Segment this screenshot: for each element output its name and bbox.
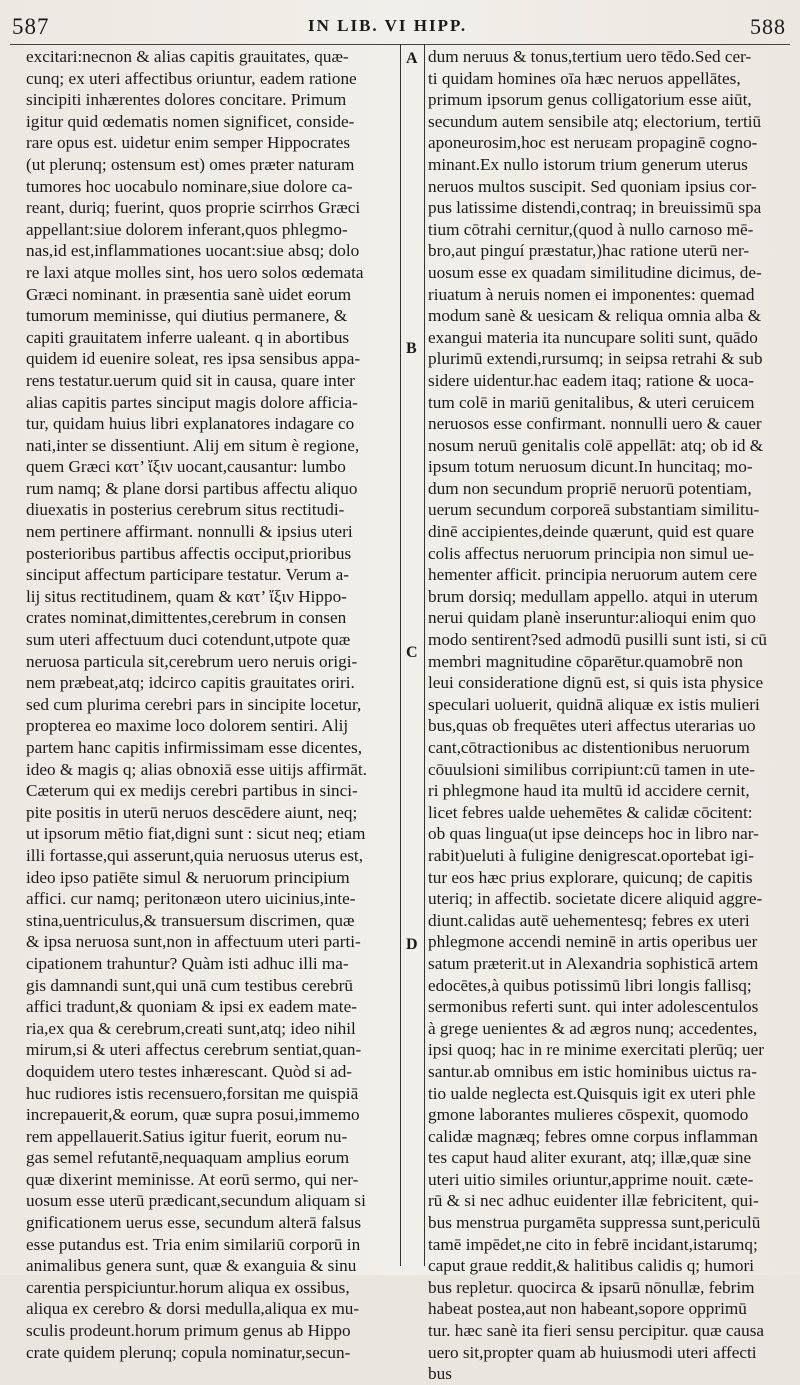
text-line: quem Græci κατ’ ἴξιν uocant,causantur: lumbo — [26, 457, 346, 477]
text-line: posterioribus partibus affectis occiput,prioribus — [26, 543, 352, 563]
text-line: excitari:necnon & alias capitis grauitates, quæ- — [26, 47, 349, 66]
text-line: sermonibus referti sunt. qui inter adolescentulos — [428, 997, 759, 1017]
text-line: crate quidem plerunq; copula nominatur,secun- — [26, 1342, 351, 1362]
text-line: uerum secundum corporeā substantiam similitu- — [428, 500, 760, 520]
text-line: bro,aut pinguí præstatur,)hac ratione uterū ner- — [428, 241, 750, 261]
text-line: dum non secundum propriē neruorū potentiam, — [428, 478, 752, 498]
text-line: rens testatur.uerum quid sit in causa, quare inter — [26, 370, 355, 390]
text-line: (ut plerunq; ostensum est) omes præter naturam — [26, 154, 355, 174]
running-title: IN LIB. VI HIPP. — [308, 16, 468, 35]
text-line: animalibus genera sunt, quæ & exanguia & sinu — [26, 1256, 357, 1276]
text-line: rum namq; & plane dorsi partibus affectu aliquo — [26, 478, 358, 498]
text-line: neruos multos suscipit. Sed quoniam ipsius cor- — [428, 176, 757, 196]
text-line: nati,inter se dissentiunt. Alij em situm è regione, — [26, 435, 360, 455]
text-line: bus repletur. quocirca & ipsarū nōnullæ, febrim — [428, 1277, 755, 1297]
text-line: carentia perspiciuntur.horum aliqua ex ossibus, — [26, 1277, 350, 1297]
text-line: sinciput affectum participare testatur. Verum a- — [26, 565, 349, 585]
text-line: tumorum meminisse, qui diutius permanere, & — [26, 306, 348, 326]
text-line: tamē impēdet,ne cito in febrē incidant,istarumq; — [428, 1234, 758, 1254]
text-line: sincipiti inhærentes dolores concitare. Primum — [26, 90, 347, 110]
text-line: uosum esse ex quadam similitudine dicimus, de- — [428, 262, 762, 282]
text-line: nem præbeat,atq; idcirco capitis grauitates oriri. — [26, 673, 355, 693]
text-line: exangui materia ita nuncupare soliti sunt, quādo — [428, 327, 758, 347]
text-line: capiti grauitatem inferre ualeant. q in abortibus — [26, 327, 350, 347]
text-line: Græci nominant. in præsentia sanè uidet eorum — [26, 284, 352, 304]
text-line: illi fortasse,qui asserunt,quia neruosus uterus est, — [26, 845, 364, 865]
text-line: huc rudiores istis recensuero,forsitan me quispiā — [26, 1083, 359, 1103]
text-line: nosum neruū genitalis colē appellāt: atq; ob id & — [428, 435, 764, 455]
text-line: dinē accipientes,deinde quærunt, quid est quare — [428, 522, 754, 542]
text-line: re laxi atque molles sint, hos uero solos œdemata — [26, 262, 364, 282]
column-rule-right — [424, 44, 425, 1266]
text-line: satum præterit.ut in Alexandria sophisticā artem — [428, 953, 759, 973]
text-line: tum colē in mariū genitalibus, & uteri ceruicem — [428, 392, 755, 412]
text-line: sculis prodeunt.horum primum genus ab Hippo — [26, 1321, 351, 1341]
text-line: pus latissime distendi,contraq; in breuissimū spa — [428, 198, 762, 218]
text-line: doquidem utero testes inhærescant. Quòd si ad- — [26, 1061, 353, 1081]
text-line: increpauerit,& eorum, quæ supra posui,immemo — [26, 1105, 360, 1125]
text-line: mirum,si & uteri affectus cerebrum sentiat,quan- — [26, 1040, 362, 1060]
text-line: neruosa particula sit,cerebrum uero neruis origi- — [26, 651, 358, 671]
text-line: minant.Ex nullo istorum trium generum uterus — [428, 154, 748, 174]
text-line: diuexatis in posterius cerebrum situs rectitudi- — [26, 500, 345, 520]
text-line: affici tradunt,& quoniam & ipsi ex eadem mate- — [26, 997, 357, 1017]
margin-letter-b: B — [406, 340, 417, 357]
page-number-right: 588 — [750, 14, 786, 39]
text-line: cipationem trahuntur? Quàm isti adhuc illi ma- — [26, 953, 349, 973]
right-text-column — [428, 46, 780, 1385]
text-line: speculari uoluerit, quidnā aliquæ ex istis mulieri — [428, 694, 760, 714]
text-line: quidem id euenire soleat, res ipsa sensibus appa- — [26, 349, 361, 369]
text-line: appellant:siue dolorem inferant,quos phlegmo- — [26, 219, 348, 239]
text-line: tumores hoc uocabulo nominare,siue dolore ca- — [26, 176, 353, 196]
column-rule-left — [400, 44, 401, 1266]
text-line: ria,ex qua & cerebrum,creati sunt,atq; ideo nihil — [26, 1018, 356, 1038]
left-text-column — [26, 46, 398, 1363]
text-line: cant,cōtractionibus ac distentionibus neruorum — [428, 738, 750, 757]
text-line: hementer afficit. principia neruorum autem cere — [428, 565, 757, 585]
text-line: dum neruus & tonus,tertium uero tēdo.Sed cer- — [428, 47, 752, 66]
text-line: alias capitis partes sinciput magis dolore afficia- — [26, 392, 358, 412]
text-line: pite positis in uterū neruos descēdere aiunt, neq; — [26, 802, 358, 822]
text-line: rabit)ueluti à fuligine denigrescat.oportebat igi- — [428, 845, 754, 865]
text-line: & ipsa neruosa sunt,non in affectuum uteri parti- — [26, 932, 361, 952]
text-line: colis affectus neruorum principia non simul ue- — [428, 543, 755, 563]
text-line: diunt.calidas autē uehementesq; febres ex uteri — [428, 910, 750, 930]
text-line: crates nominat,dimittentes,cerebrum in consen — [26, 608, 347, 628]
text-line: ti quidam homines oīa hæc neruos appellātes, — [428, 68, 741, 88]
text-line: à grege uenientes & ad ægros nunq; accedentes, — [428, 1018, 758, 1038]
text-line: edocētes,à quibus potissimū libri longis fallisq; — [428, 975, 752, 995]
text-line: ideo ipso patiēte simul & neruorum principium — [26, 867, 350, 887]
text-line: cunq; ex uteri affectibus oriuntur, eadem ratione — [26, 68, 357, 88]
text-line: modo sentirent?sed admodū pusilli sunt isti, si cū — [428, 630, 767, 650]
text-line: ri phlegmone haud ita multū id accidere cernit, — [428, 781, 750, 801]
text-line: affici. cur namq; peritonæon utero uicinius,inte- — [26, 889, 356, 909]
text-line: gmone laborantes mulieres cōspexit, quomodo — [428, 1105, 749, 1125]
text-line: rare opus est. uidetur enim semper Hippocrates — [26, 133, 351, 153]
text-line: plurimū extendi,rursumq; in seipsa retrahi & sub — [428, 349, 763, 369]
text-line: modum sanè & uesicam & reliqua omnia alba & — [428, 306, 762, 326]
text-line: tur. hæc sanè ita fieri sensu percipitur. quæ causa — [428, 1321, 765, 1341]
text-line: uteriq; in affectib. societate dicere aliquid aggre- — [428, 889, 763, 909]
text-line: bus,quas ob frequētes uteri affectus uterarias uo — [428, 716, 756, 736]
text-line: caput graue reddit,& halitibus calidis q; humori — [428, 1256, 755, 1276]
text-line: neruosos esse confirmant. nonnulli uero & cauer — [428, 414, 762, 434]
text-line: calidæ magnæq; febres omne corpus inflamman — [428, 1126, 758, 1146]
text-line: ipsi quoq; hac in re minime exercitati plerūq; uer — [428, 1040, 765, 1060]
text-line: sum uteri affectuum duci cotendunt,utpote quæ — [26, 630, 351, 650]
text-line: habeat postea,aut non habeant,sopore opprimū — [428, 1299, 747, 1319]
text-line: leui consideratione dignū est, si quis ista physice — [428, 673, 764, 693]
margin-letter-d: D — [406, 936, 418, 953]
page-header — [0, 14, 800, 44]
text-line: tio ualde neglecta est.Quisquis igit ex uteri phle — [428, 1083, 756, 1103]
text-line: ut ipsorum mētio fiat,digni sunt : sicut neq; etiam — [26, 824, 366, 844]
text-line: nas,id est,inflammationes uocant:siue absq; dolo — [26, 241, 360, 261]
text-line: uero sit,propter quam ab huiusmodi uteri affecti — [428, 1342, 757, 1362]
text-line: uosum esse uterū prædicant,secundum aliquam si — [26, 1191, 366, 1211]
page-number-left: 587 — [12, 14, 50, 39]
text-line: santur.ab omnibus em istic hominibus uictus ra- — [428, 1061, 757, 1081]
text-line: ideo & magis q; alias obnoxiā esse uitijs affirmāt. — [26, 759, 367, 779]
text-line: tur eos hæc prius explorare, quicunq; de capitis — [428, 867, 753, 887]
text-line: igitur quid œdematis nomen significet, conside- — [26, 111, 355, 131]
margin-letter-c: C — [406, 644, 418, 661]
text-line: esse putandus est. Tria enim similariū corporū in — [26, 1234, 361, 1254]
text-line: bus menstrua purgamēta suppressa sunt,periculū — [428, 1213, 761, 1233]
text-line: tium cōtrahi cernitur,(quod à nullo carnoso mē- — [428, 219, 754, 239]
text-line: lij situs rectitudinem, quam & κατ’ ἴξιν Hippo- — [26, 586, 347, 606]
text-line: gas semel refutantē,nequaquam amplius eorum — [26, 1148, 350, 1168]
text-line: rū & si nec adhuc euidenter illæ febricitent, qui- — [428, 1191, 759, 1211]
text-line: ipsum totum neruosum dicunt.In huncitaq; mo- — [428, 457, 753, 477]
text-line: gnificationem uerus esse, secundum alterā falsus — [26, 1213, 362, 1233]
text-line: Cæterum qui ex medijs cerebri partibus in sinci- — [26, 781, 358, 801]
text-line: ob quas lingua(ut ipse deinceps hoc in libro nar- — [428, 824, 759, 844]
text-line: nerui quidam planè inseruntur:alioqui enim quo — [428, 608, 756, 628]
text-line: bus — [428, 1364, 452, 1384]
text-line: aponeurosim,hoc est neruεam propaginē cogno- — [428, 133, 758, 153]
text-line: cōuulsioni similibus corripiunt:cū tamen in ute- — [428, 759, 755, 779]
text-line: tur, quidam huius libri explanatores indagare co — [26, 414, 355, 434]
text-line: sidere uidentur.hac eadem itaq; ratione & uoca- — [428, 370, 754, 390]
text-line: phlegmone accendi neminē in artis operibus uer — [428, 932, 758, 952]
text-line: stina,uentriculus,& transuersum discrimen, quæ — [26, 910, 355, 930]
text-line: partem hanc capitis infirmissimam esse dicentes, — [26, 738, 363, 757]
text-line: uteri uitio similes oriuntur,apprime nouit. cæte- — [428, 1169, 754, 1189]
text-line: quæ dixerint meminisse. At eorū sermo, qui ner- — [26, 1169, 359, 1189]
text-line: tes caput haud aliter exurant, atq; illæ,quæ sine — [428, 1148, 752, 1168]
text-line: membri magnitudine cōparētur.quamobrē non — [428, 651, 744, 671]
text-line: primum ipsorum genus colligatorium esse aiūt, — [428, 90, 752, 110]
text-line: propterea eo maxime loco dolorem sentiri. Alij — [26, 716, 349, 736]
text-line: secundum autem sensibile atq; electorium, tertiū — [428, 111, 762, 131]
text-line: reant, duriq; fuerint, quos proprie scirrhos Græci — [26, 198, 361, 218]
text-line: gis damnandi sunt,qui unā cum testibus cerebrū — [26, 975, 353, 995]
margin-letter-a: A — [406, 50, 418, 67]
text-line: brum dorsiq; medullam appello. atqui in uterum — [428, 586, 758, 606]
text-line: riuatum à neruis nomen ei imponentes: quemad — [428, 284, 755, 304]
text-line: rem appellauerit.Satius igitur fuerit, eorum nu- — [26, 1126, 348, 1146]
text-line: nem pertinere affirmant. nonnulli & ipsius uteri — [26, 522, 353, 542]
text-line: licet febres ualde uehemētes & calidæ cōcitent: — [428, 802, 753, 822]
text-line: aliqua ex cerebro & dorsi medulla,aliqua ex mu- — [26, 1299, 360, 1319]
text-line: sed cum plurima cerebri pars in sincipite locetur, — [26, 694, 362, 714]
